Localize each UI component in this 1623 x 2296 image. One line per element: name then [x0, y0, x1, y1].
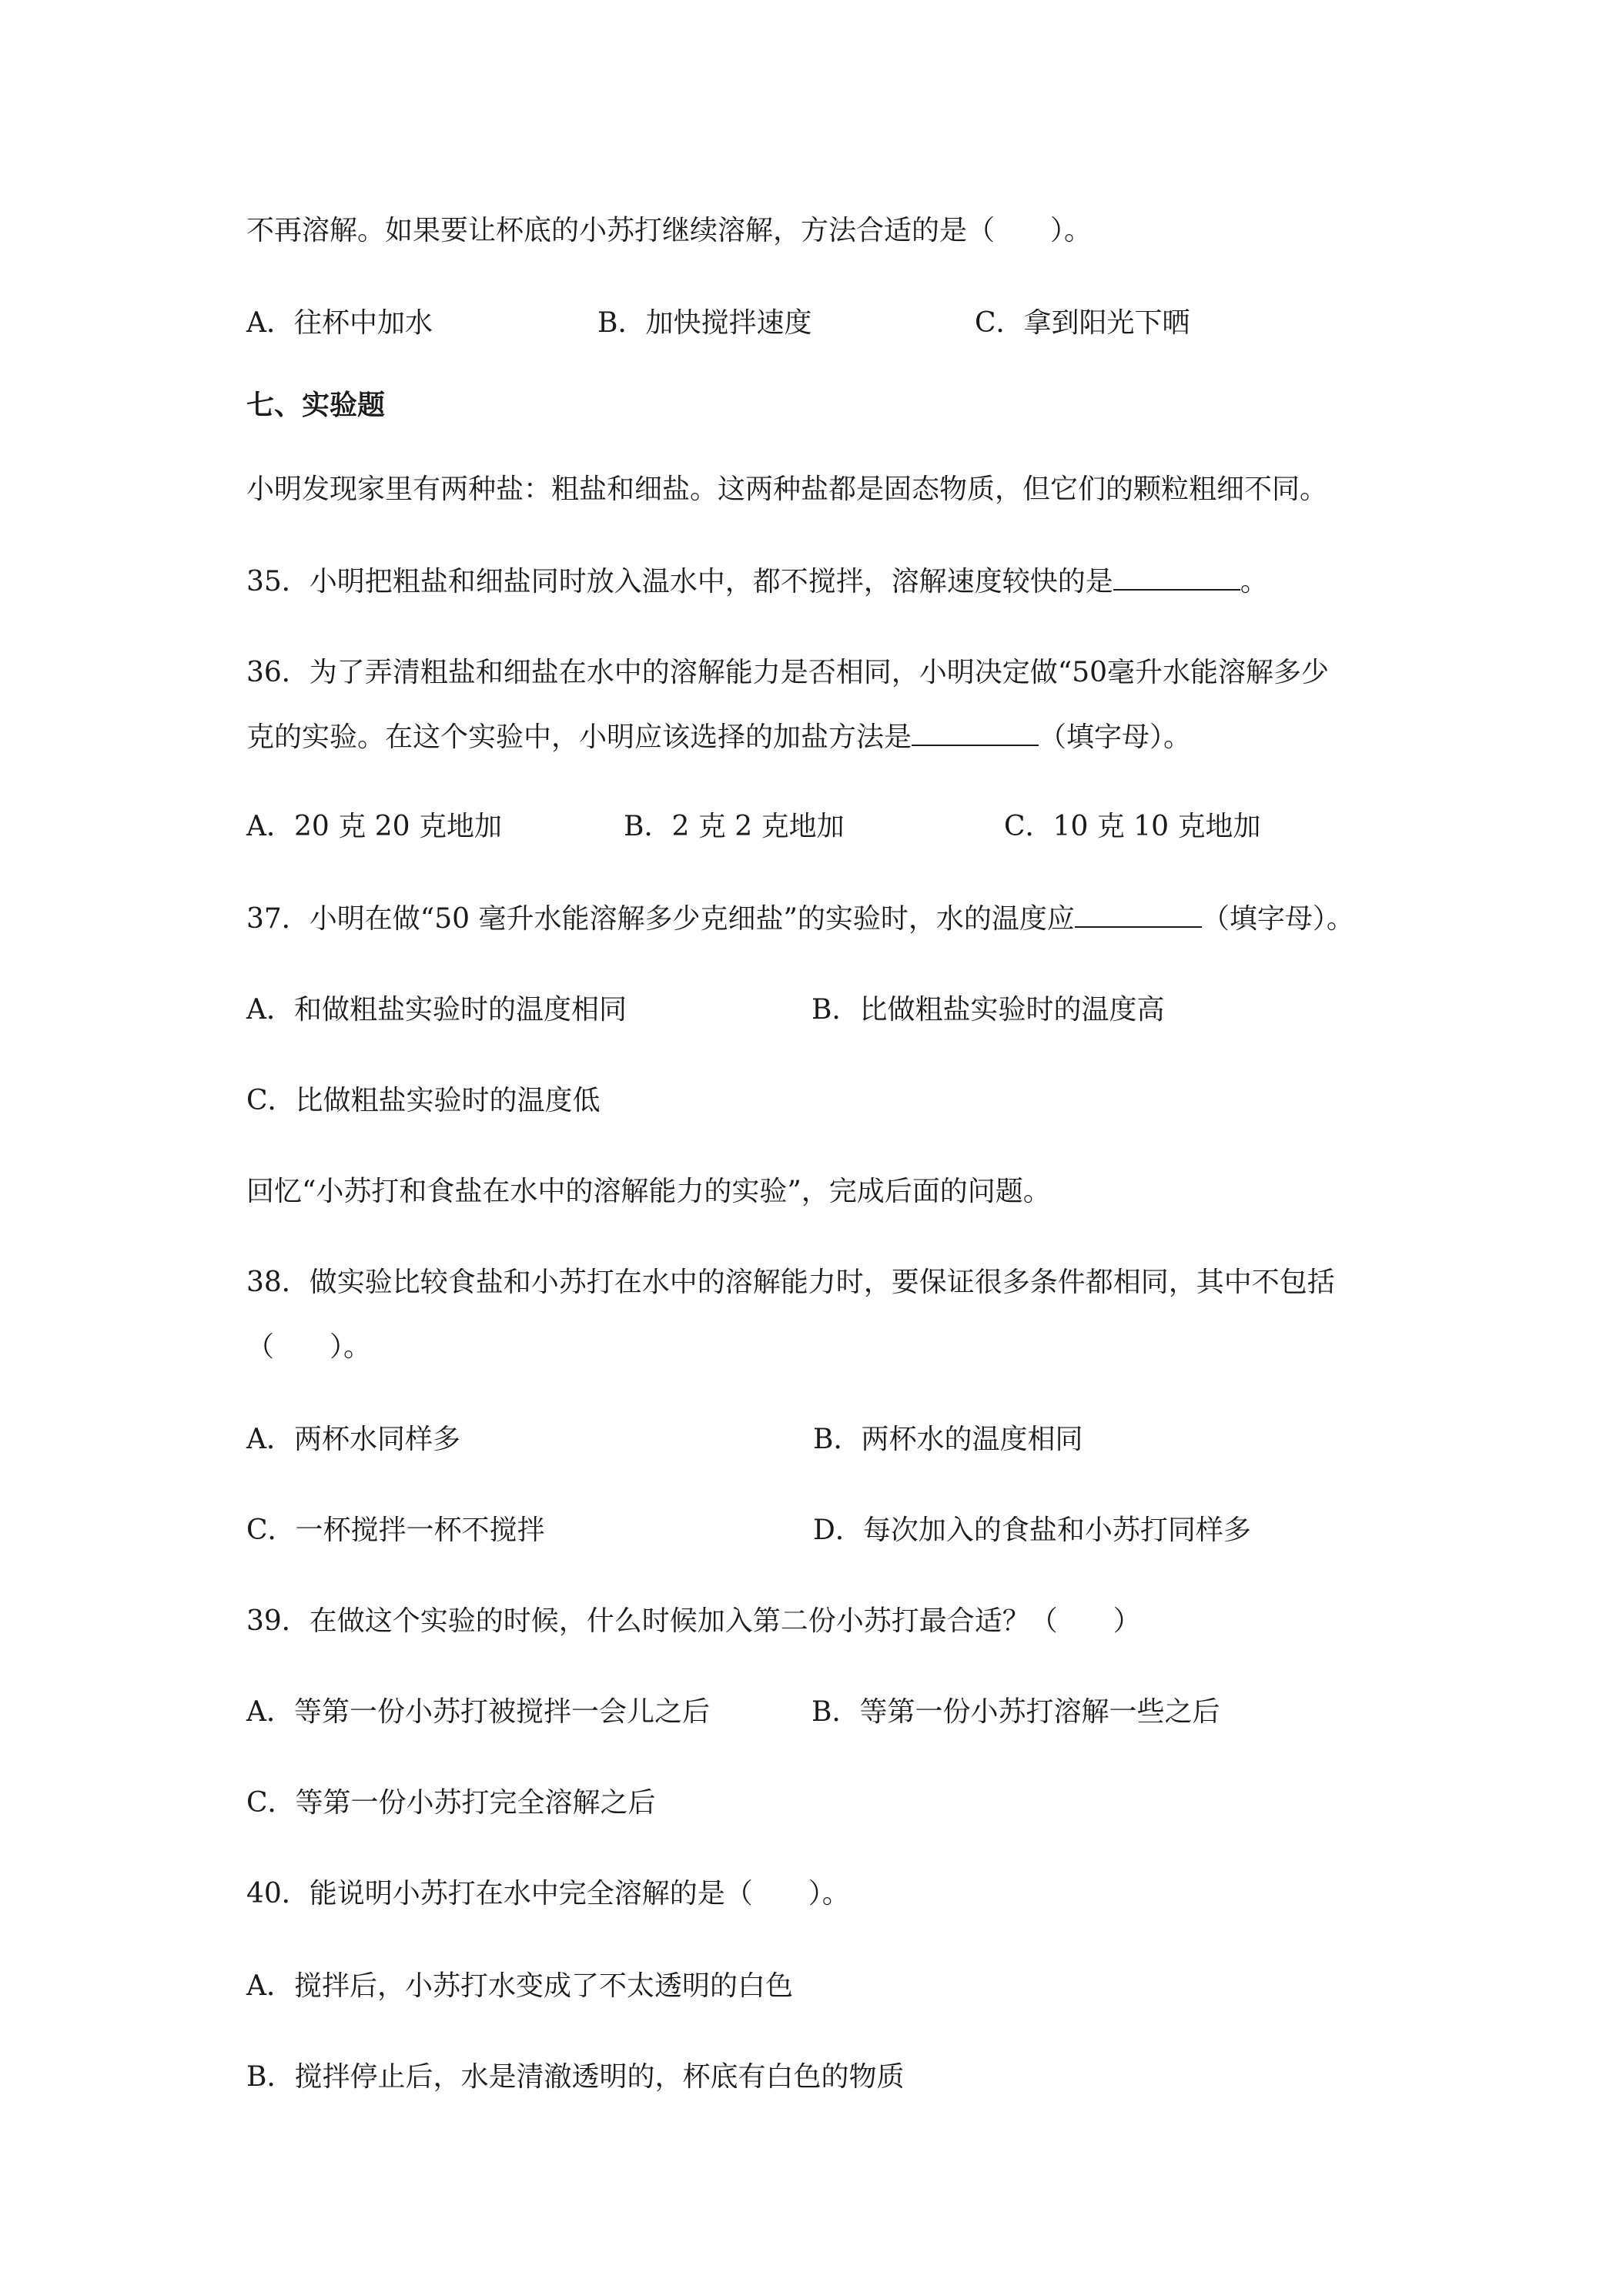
option-b: B．加快搅拌速度	[597, 307, 812, 339]
answer-blank[interactable]	[1075, 903, 1202, 928]
option-a: A．等第一份小苏打被搅拌一会儿之后	[246, 1696, 710, 1728]
question-text-part: 37．小明在做“50 毫升水能溶解多少克细盐”的实验时，水的温度应	[246, 903, 1075, 935]
question-text	[246, 901, 1354, 938]
option-b: B．两杯水的温度相同	[813, 1424, 1083, 1455]
option-b: B．2 克 2 克地加	[624, 811, 845, 842]
option-b: B．搅拌停止后，水是清澈透明的，杯底有白色的物质	[246, 2061, 905, 2093]
section-title: 七、实验题	[246, 389, 386, 421]
question-text-line2	[246, 719, 1191, 756]
question-text: 38．做实验比较食盐和小苏打在水中的溶解能力时，要保证很多条件都相同，其中不包括	[246, 1267, 1335, 1298]
option-c: C．等第一份小苏打完全溶解之后	[246, 1787, 656, 1819]
answer-blank[interactable]	[1113, 566, 1240, 591]
question-text: 36．为了弄清粗盐和细盐在水中的溶解能力是否相同，小明决定做“50毫升水能溶解多少	[246, 657, 1330, 688]
option-b: B．比做粗盐实验时的温度高	[812, 994, 1165, 1026]
option-a: A．往杯中加水	[246, 307, 433, 339]
intro-text: 小明发现家里有两种盐：粗盐和细盐。这两种盐都是固态物质，但它们的颗粒粗细不同。	[246, 474, 1328, 505]
option-a: A．两杯水同样多	[246, 1424, 460, 1455]
question-text-line2: （ ）。	[246, 1331, 372, 1363]
option-c: C．一杯搅拌一杯不搅拌	[246, 1514, 545, 1546]
question-35	[246, 564, 1268, 601]
question-text-part: （填字母）。	[1201, 903, 1354, 935]
option-d: D．每次加入的食盐和小苏打同样多	[813, 1514, 1251, 1546]
option-a: A．20 克 20 克地加	[246, 811, 502, 842]
question-text-part: （填字母）。	[1039, 721, 1192, 753]
option-a: A．搅拌后，小苏打水变成了不太透明的白色	[246, 1970, 793, 2002]
option-a: A．和做粗盐实验时的温度相同	[246, 994, 627, 1026]
question-text: 40．能说明小苏打在水中完全溶解的是（ ）。	[246, 1878, 850, 1909]
option-c: C．10 克 10 克地加	[1004, 811, 1261, 842]
option-c: C．比做粗盐实验时的温度低	[246, 1085, 601, 1116]
question-text-end: 。	[1240, 566, 1268, 597]
option-b: B．等第一份小苏打溶解一些之后	[812, 1696, 1220, 1728]
option-c: C．拿到阳光下晒	[975, 307, 1190, 339]
question-text: 35．小明把粗盐和细盐同时放入温水中，都不搅拌，溶解速度较快的是	[246, 566, 1113, 597]
question-text: 39．在做这个实验的时候，什么时候加入第二份小苏打最合适？（ ）	[246, 1605, 1141, 1637]
answer-blank[interactable]	[912, 721, 1039, 746]
question-text-part: 克的实验。在这个实验中，小明应该选择的加盐方法是	[246, 721, 912, 753]
question-text: 不再溶解。如果要让杯底的小苏打继续溶解，方法合适的是（ ）。	[246, 215, 1093, 246]
intro-text-2: 回忆“小苏打和食盐在水中的溶解能力的实验”，完成后面的问题。	[246, 1176, 1051, 1207]
